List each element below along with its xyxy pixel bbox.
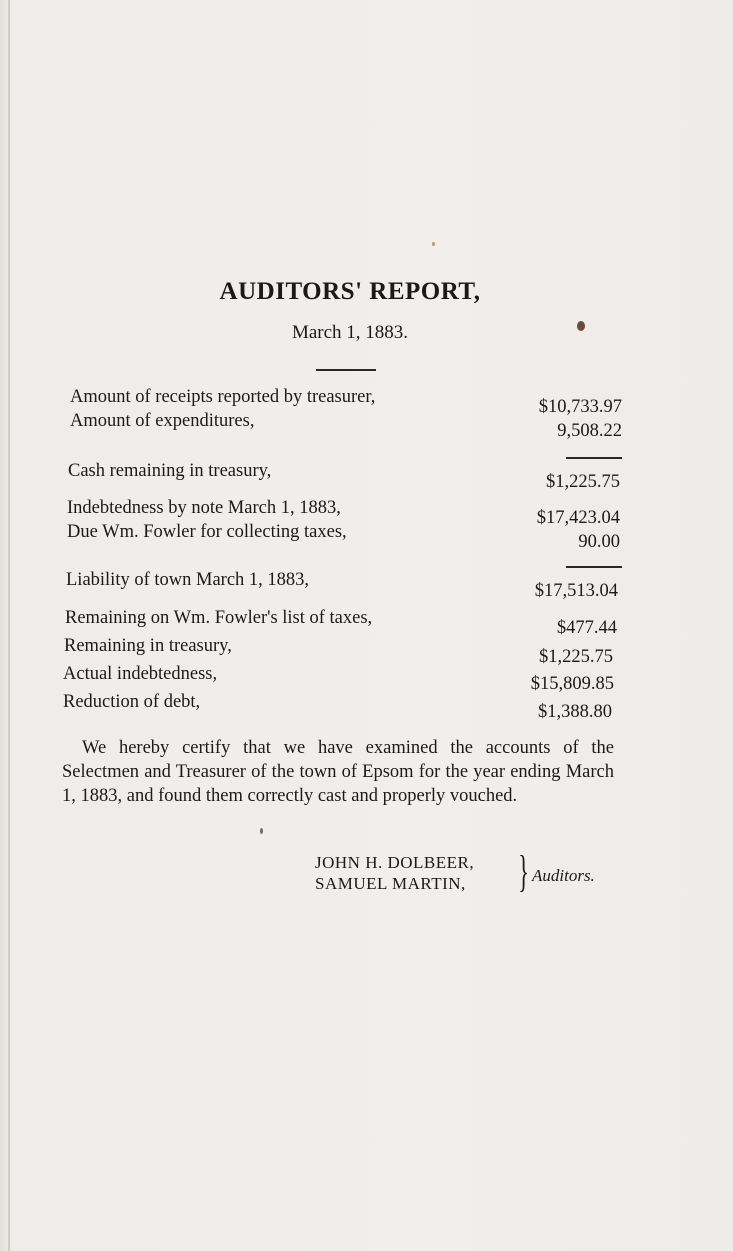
line-label-due-fowler: Due Wm. Fowler for collecting taxes, (67, 522, 347, 542)
line-amount-due-fowler: 90.00 (578, 532, 620, 552)
signatory-role: Auditors. (532, 866, 595, 885)
line-label-reduction-debt: Reduction of debt, (63, 692, 201, 712)
line-label-liability: Liability of town March 1, 1883, (66, 570, 310, 590)
line-label-actual-indebtedness: Actual indebtedness, (63, 664, 218, 684)
line-label-indebtedness-note: Indebtedness by note March 1, 1883, (67, 498, 341, 518)
line-label-cash-remaining: Cash remaining in treasury, (68, 461, 272, 481)
sum-rule (566, 566, 622, 568)
line-amount-expenditures: 9,508.22 (557, 421, 622, 441)
paper-fleck (260, 828, 263, 834)
sum-rule (566, 457, 622, 459)
line-label-fowler-list: Remaining on Wm. Fowler's list of taxes, (65, 608, 373, 628)
title-divider (316, 369, 376, 371)
line-label-receipts: Amount of receipts reported by treasurer, (70, 387, 376, 407)
paper-fleck (432, 242, 435, 246)
signatory-dolbeer: JOHN H. DOLBEER, (315, 853, 475, 872)
certification-paragraph: We hereby certify that we have examined the accounts of the Selectmen and Treasurer of the town of Epsom for the year ending March 1, 1883, and found them correctly cast and properly vouched. (62, 738, 614, 806)
ink-spot (577, 321, 585, 331)
signature-brace: } (518, 847, 529, 896)
line-amount-remaining-treasury: $1,225.75 (539, 647, 613, 667)
line-amount-fowler-list: $477.44 (556, 618, 617, 638)
report-title: AUDITORS' REPORT, (219, 278, 481, 305)
page-spine-edge (8, 0, 10, 1251)
line-amount-receipts: $10,733.97 (538, 397, 622, 417)
line-amount-indebtedness-note: $17,423.04 (536, 508, 620, 528)
line-amount-cash-remaining: $1,225.75 (546, 472, 620, 492)
line-amount-reduction-debt: $1,388.80 (538, 702, 612, 722)
line-label-expenditures: Amount of expenditures, (70, 411, 255, 431)
signatory-martin: SAMUEL MARTIN, (315, 874, 466, 893)
line-amount-actual-indebtedness: $15,809.85 (530, 674, 614, 694)
report-date: March 1, 1883. (291, 322, 409, 343)
line-label-remaining-treasury: Remaining in treasury, (64, 636, 232, 656)
line-amount-liability: $17,513.04 (534, 581, 618, 601)
